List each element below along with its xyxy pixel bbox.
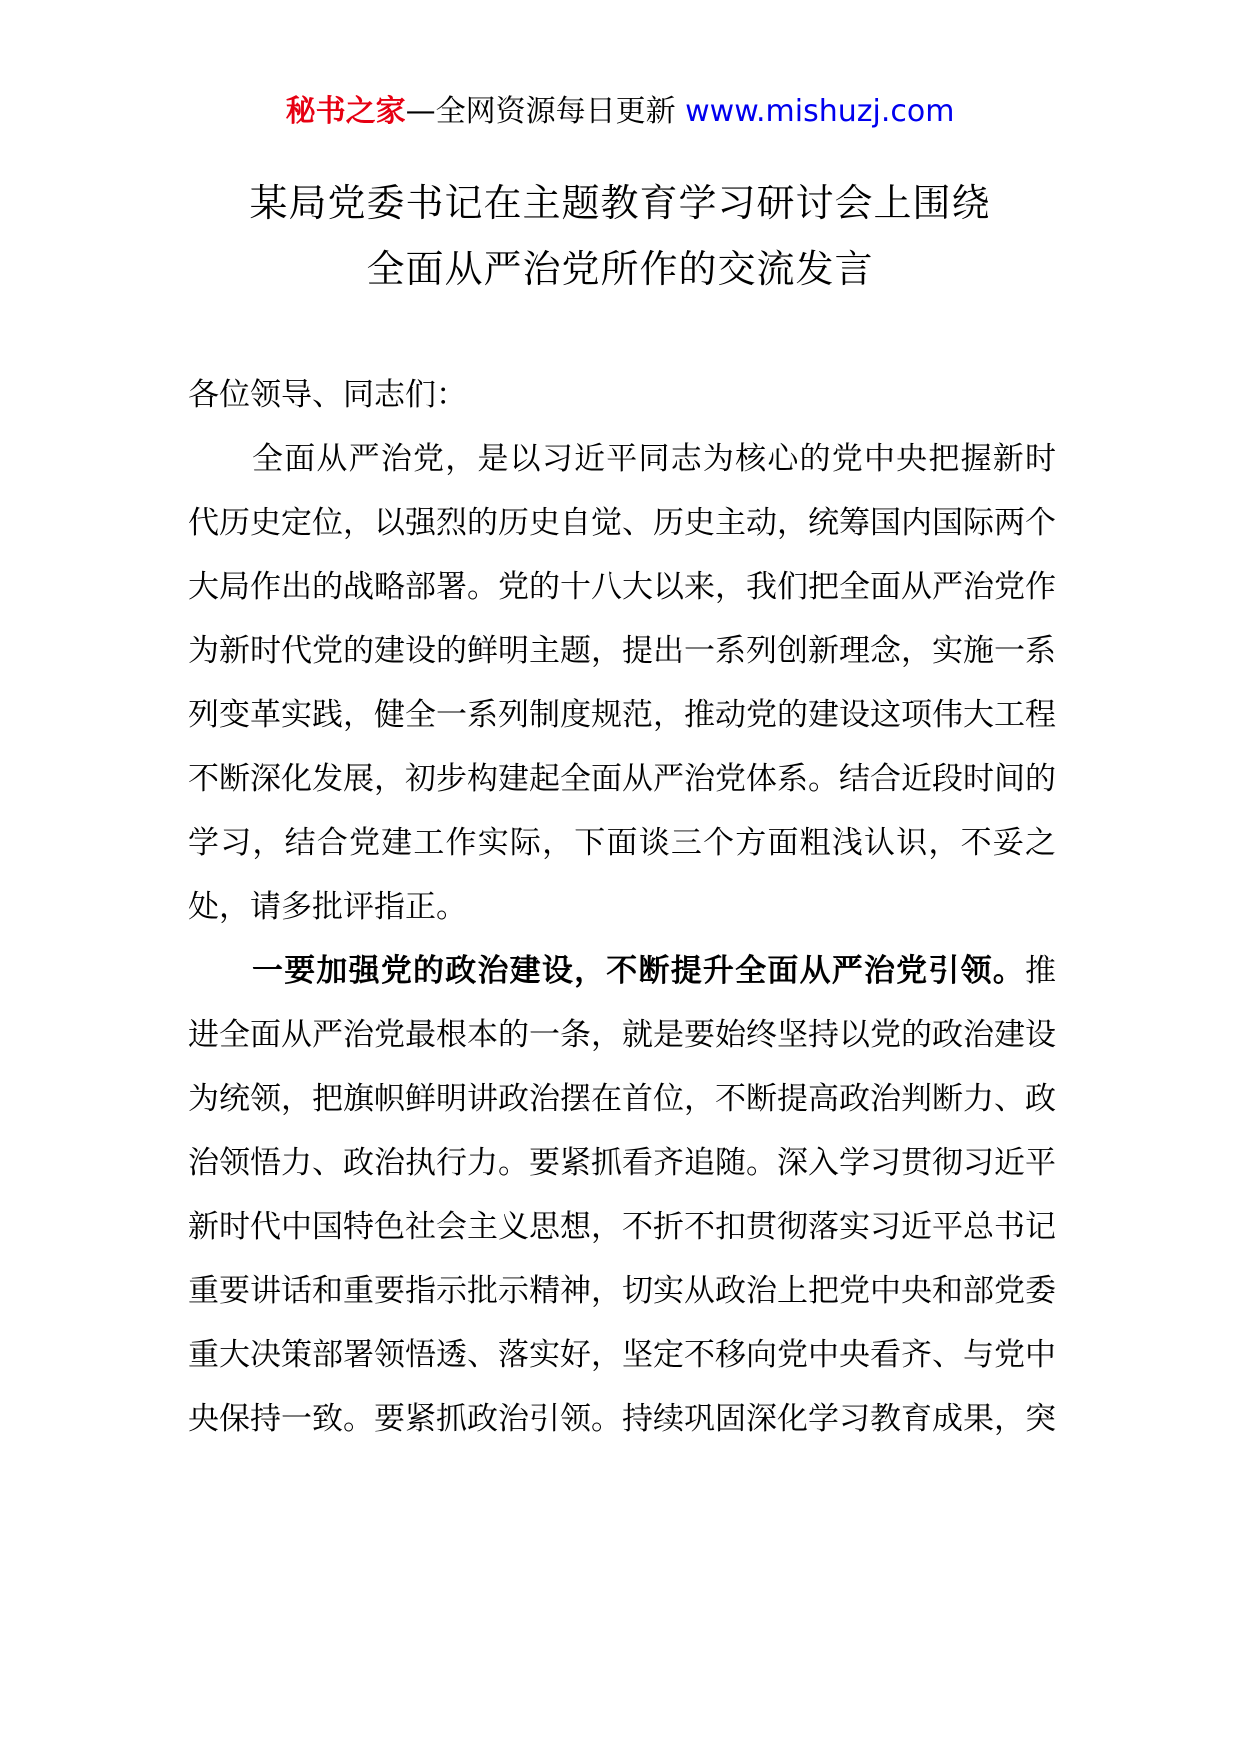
site-url-link[interactable]: www.mishuzj.com bbox=[685, 94, 955, 129]
paragraph-section-1 bbox=[188, 939, 1056, 1451]
document-title bbox=[0, 170, 1240, 302]
section-1-heading: 一要加强党的政治建设，不断提升全面从严治党引领。 bbox=[252, 953, 1025, 989]
brand-name: 秘书之家 bbox=[285, 94, 406, 129]
title-line-1: 某局党委书记在主题教育学习研讨会上围绕 bbox=[249, 181, 991, 225]
paragraph-intro: 全面从严治党，是以习近平同志为核心的党中央把握新时代历史定位，以强烈的历史自觉、历史主动，统筹国内国际两个大局作出的战略部署。党的十八大以来，我们把全面从严治党作为新时代党的建设的鲜明主题，提出一系列创新理念，实施一系列变革实践，健全一系列制度规范，推动党的建设这项伟大工程不断深化发展，初步构建起全面从严治党体系。结合近段时间的学习，结合党建工作实际，下面谈三个方面粗浅认识，不妥之处，请多批评指正。 bbox=[188, 441, 1056, 925]
header-slogan: —全网资源每日更新 bbox=[405, 94, 686, 129]
title-line-2: 全面从严治党所作的交流发言 bbox=[366, 247, 874, 291]
salutation: 各位领导、同志们： bbox=[188, 377, 467, 413]
header-banner bbox=[0, 92, 1240, 132]
section-1-text: 推进全面从严治党最根本的一条，就是要始终坚持以党的政治建设为统领，把旗帜鲜明讲政治摆在首位，不断提高政治判断力、政治领悟力、政治执行力。要紧抓看齐追随。深入学习贯彻习近平新时代中国特色社会主义思想，不折不扣贯彻落实习近平总书记重要讲话和重要指示批示精神，切实从政治上把党中央和部党委重大决策部署领悟透、落实好，坚定不移向党中央看齐、与党中央保持一致。要紧抓政治引领。持续巩固深化学习教育成果，突 bbox=[188, 953, 1056, 1437]
document-body bbox=[188, 363, 1056, 1451]
